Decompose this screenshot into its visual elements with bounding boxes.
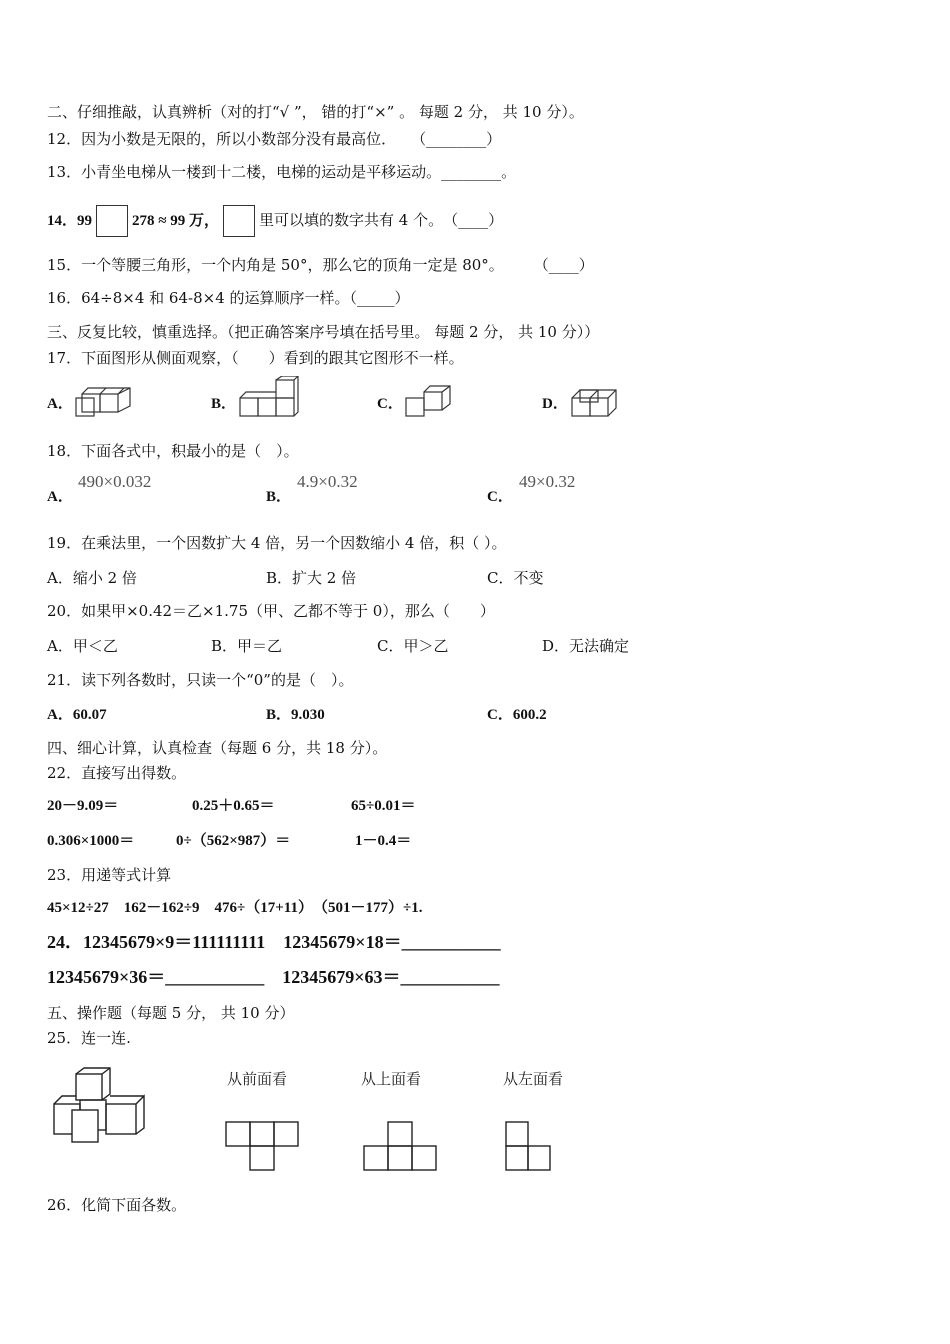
q22-item-3: 65÷0.01＝ — [351, 798, 416, 814]
q14-part-b: 278 ≈ 99 万， — [132, 213, 219, 229]
question-24-line-1: 24．12345679×9＝111111111 12345679×18＝___________ — [47, 932, 501, 952]
section-4-title: 四、细心计算，认真检查（每题 6 分，共 18 分）。 — [47, 739, 388, 757]
q18-expr-c: 49×0.32 — [519, 472, 576, 491]
section-3-title: 三、反复比较，慎重选择。（把正确答案序号填在括号里。 每题 2 分， 共 10 分）） — [47, 323, 600, 341]
q20-option-d: D．无法确定 — [542, 637, 630, 655]
top-view-figure — [362, 1118, 440, 1174]
question-13: 13．小青坐电梯从一楼到十二楼，电梯的运动是平移运动。________。 — [47, 163, 517, 181]
question-12: 12．因为小数是无限的，所以小数部分没有最高位． （________） — [47, 130, 502, 148]
blank-box — [96, 205, 128, 237]
question-25: 25．连一连. — [47, 1029, 131, 1047]
question-22: 22．直接写出得数。 — [47, 764, 187, 782]
question-19: 19．在乘法里，一个因数扩大 4 倍，另一个因数缩小 4 倍，积（ ）。 — [47, 534, 507, 552]
q18-option-a: A． — [47, 489, 73, 505]
q14-part-c: 里可以填的数字共有 4 个。 （____） — [259, 211, 504, 229]
section-2-title: 二、仔细推敲，认真辨析（对的打“√ ”， 错的打“×” 。 每题 2 分， 共 10 分）。 — [47, 103, 584, 121]
question-24-line-2: 12345679×36＝___________ 12345679×63＝___________ — [47, 967, 500, 987]
question-16: 16．64÷8×4 和 64-8×4 的运算顺序一样。（_____） — [47, 289, 410, 307]
caption-top-view: 从上面看 — [361, 1070, 422, 1088]
q21-option-c: C．600.2 — [487, 707, 547, 723]
q23-expressions: 45×12÷27 162－162÷9 476÷（17+11） （501－177）÷1. — [47, 900, 423, 916]
cube-figure-c — [402, 384, 458, 420]
q22-item-6: 1－0.4＝ — [355, 833, 412, 849]
question-18: 18．下面各式中，积最小的是（ ）。 — [47, 442, 299, 460]
q19-option-a: A．缩小 2 倍 — [47, 569, 137, 587]
q18-expr-a: 490×0.032 — [78, 472, 152, 491]
q22-item-5: 0÷（562×987）＝ — [176, 833, 291, 849]
q22-item-2: 0.25＋0.65＝ — [192, 798, 275, 814]
question-15: 15．一个等腰三角形，一个内角是 50°，那么它的顶角一定是 80°。 （____） — [47, 256, 594, 274]
q18-expr-b: 4.9×0.32 — [297, 472, 358, 491]
q20-option-c: C．甲＞乙 — [377, 637, 449, 655]
q17-option-b: B． — [211, 396, 237, 412]
cube-figure-d — [568, 384, 624, 420]
q22-item-1: 20－9.09＝ — [47, 798, 119, 814]
q21-option-b: B．9.030 — [266, 707, 325, 723]
left-view-figure — [502, 1118, 558, 1174]
q20-option-a: A．甲＜乙 — [47, 637, 118, 655]
q18-option-c: C． — [487, 489, 513, 505]
q17-option-c: C． — [377, 396, 403, 412]
question-17: 17．下面图形从侧面观察，（ ）看到的跟其它图形不一样。 — [47, 349, 464, 367]
cube-figure-a — [74, 384, 136, 420]
blank-box — [223, 205, 255, 237]
caption-left-view: 从左面看 — [503, 1070, 564, 1088]
q17-option-d: D． — [542, 396, 568, 412]
question-14 — [47, 205, 503, 237]
question-21: 21．读下列各数时，只读一个“0”的是（ ）。 — [47, 671, 354, 689]
cube-figure-b — [236, 376, 302, 420]
q22-item-4: 0.306×1000＝ — [47, 833, 135, 849]
front-view-figure — [224, 1118, 302, 1174]
block-solid-figure — [50, 1066, 155, 1146]
question-26: 26．化简下面各数。 — [47, 1196, 187, 1214]
question-20: 20．如果甲×0.42＝乙×1.75（甲、乙都不等于 0），那么（ ） — [47, 602, 495, 620]
q17-option-a: A． — [47, 396, 73, 412]
q20-option-b: B．甲＝乙 — [211, 637, 283, 655]
q19-option-b: B．扩大 2 倍 — [266, 569, 357, 587]
q14-part-a: 14．99 — [47, 213, 93, 229]
q19-option-c: C．不变 — [487, 569, 544, 587]
q21-option-a: A．60.07 — [47, 707, 107, 723]
q18-option-b: B． — [266, 489, 292, 505]
question-23: 23．用递等式计算 — [47, 866, 172, 884]
section-5-title: 五、操作题（每题 5 分， 共 10 分） — [47, 1004, 295, 1022]
caption-front-view: 从前面看 — [227, 1070, 288, 1088]
